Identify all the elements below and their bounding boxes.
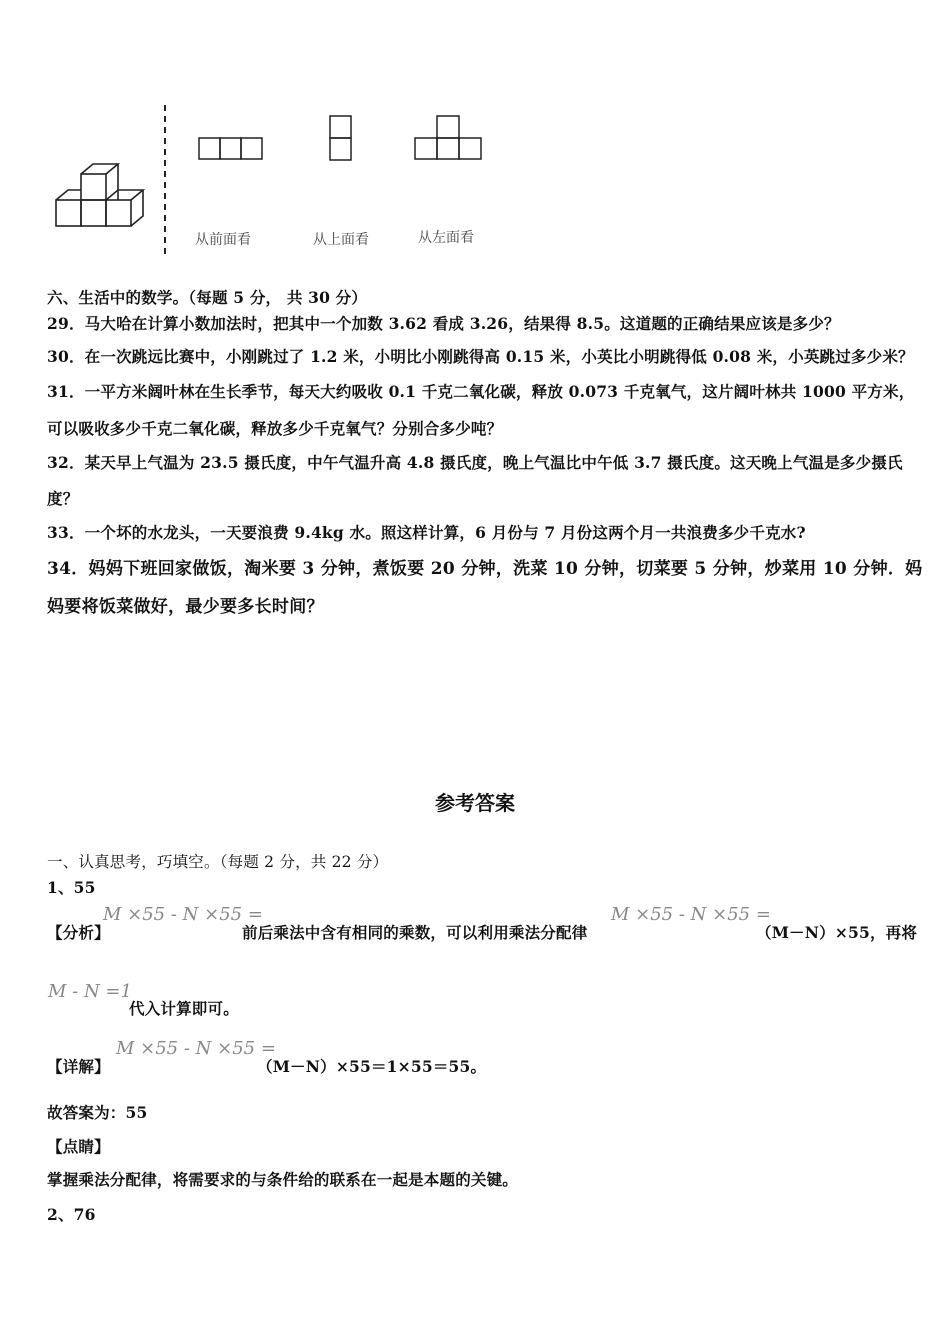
caption-left-view: 从左面看 — [418, 230, 474, 246]
question-32-line1: 32．某天早上气温为 23.5 摄氏度，中午气温升高 4.8 摄氏度，晚上气温比中午低 3.7 摄氏度。这天晚上气温是多少摄氏 — [47, 453, 903, 472]
answer-2-label: 2、76 — [47, 1205, 96, 1224]
formula-left: M ×55 - N ×55 = — [103, 904, 263, 925]
detail-tag: 【详解】 — [47, 1057, 110, 1076]
question-33: 33．一个坏的水龙头，一天要浪费 9.4kg 水。照这样计算，6 月份与 7 月份这两个月一共浪费多少千克水? — [47, 523, 806, 542]
analysis-text-2: （M－N）×55，再将 — [756, 923, 918, 942]
question-30: 30．在一次跳远比赛中，小刚跳过了 1.2 米，小明比小刚跳得高 0.15 米，小英比小明跳得低 0.08 米，小英跳过多少米？ — [47, 347, 914, 366]
answers-section1-heading: 一、认真思考，巧填空。（每题 2 分，共 22 分） — [47, 853, 389, 871]
question-34-line2: 妈要将饭菜做好，最少要多长时间？ — [47, 597, 324, 617]
comment-text: 掌握乘法分配律，将需要求的与条件给的联系在一起是本题的关键。 — [47, 1170, 519, 1189]
question-29: 29．马大哈在计算小数加法时，把其中一个加数 3.62 看成 3.26，结果得 8.5。这道题的正确结果应该是多少？ — [47, 314, 840, 333]
analysis-text-3: 代入计算即可。 — [129, 999, 239, 1018]
formula-mn-equals-one: M - N =1 — [48, 981, 132, 1002]
caption-top-view: 从上面看 — [313, 232, 369, 248]
section6-heading: 六、生活中的数学。（每题 5 分， 共 30 分） — [47, 288, 368, 307]
question-31-line1: 31．一平方米阔叶林在生长季节，每天大约吸收 0.1 千克二氧化碳，释放 0.073 千克氧气，这片阔叶林共 1000 平方米， — [47, 382, 915, 401]
analysis-tag: 【分析】 — [47, 923, 110, 942]
caption-front-view: 从前面看 — [195, 232, 251, 248]
answers-title: 参考答案 — [435, 791, 515, 815]
formula-right: M ×55 - N ×55 = — [611, 904, 771, 925]
analysis-text-1: 前后乘法中含有相同的乘数，可以利用乘法分配律 — [242, 923, 588, 942]
front-view — [199, 138, 262, 159]
answer-line: 故答案为：55 — [47, 1103, 148, 1122]
top-view — [330, 116, 351, 160]
detail-text: （M－N）×55＝1×55＝55。 — [257, 1057, 487, 1076]
formula-detail: M ×55 - N ×55 = — [116, 1038, 276, 1059]
comment-tag: 【点睛】 — [47, 1137, 110, 1156]
question-34-line1: 34．妈妈下班回家做饭，淘米要 3 分钟，煮饭要 20 分钟，洗菜 10 分钟，切菜要 5 分钟，炒菜用 10 分钟．妈 — [47, 559, 923, 579]
answer-1-label: 1、55 — [47, 878, 96, 897]
question-32-line2: 度？ — [47, 489, 79, 508]
left-view — [415, 116, 481, 159]
question-31-line2: 可以吸收多少千克二氧化碳，释放多少千克氧气？分别合多少吨？ — [47, 419, 503, 438]
